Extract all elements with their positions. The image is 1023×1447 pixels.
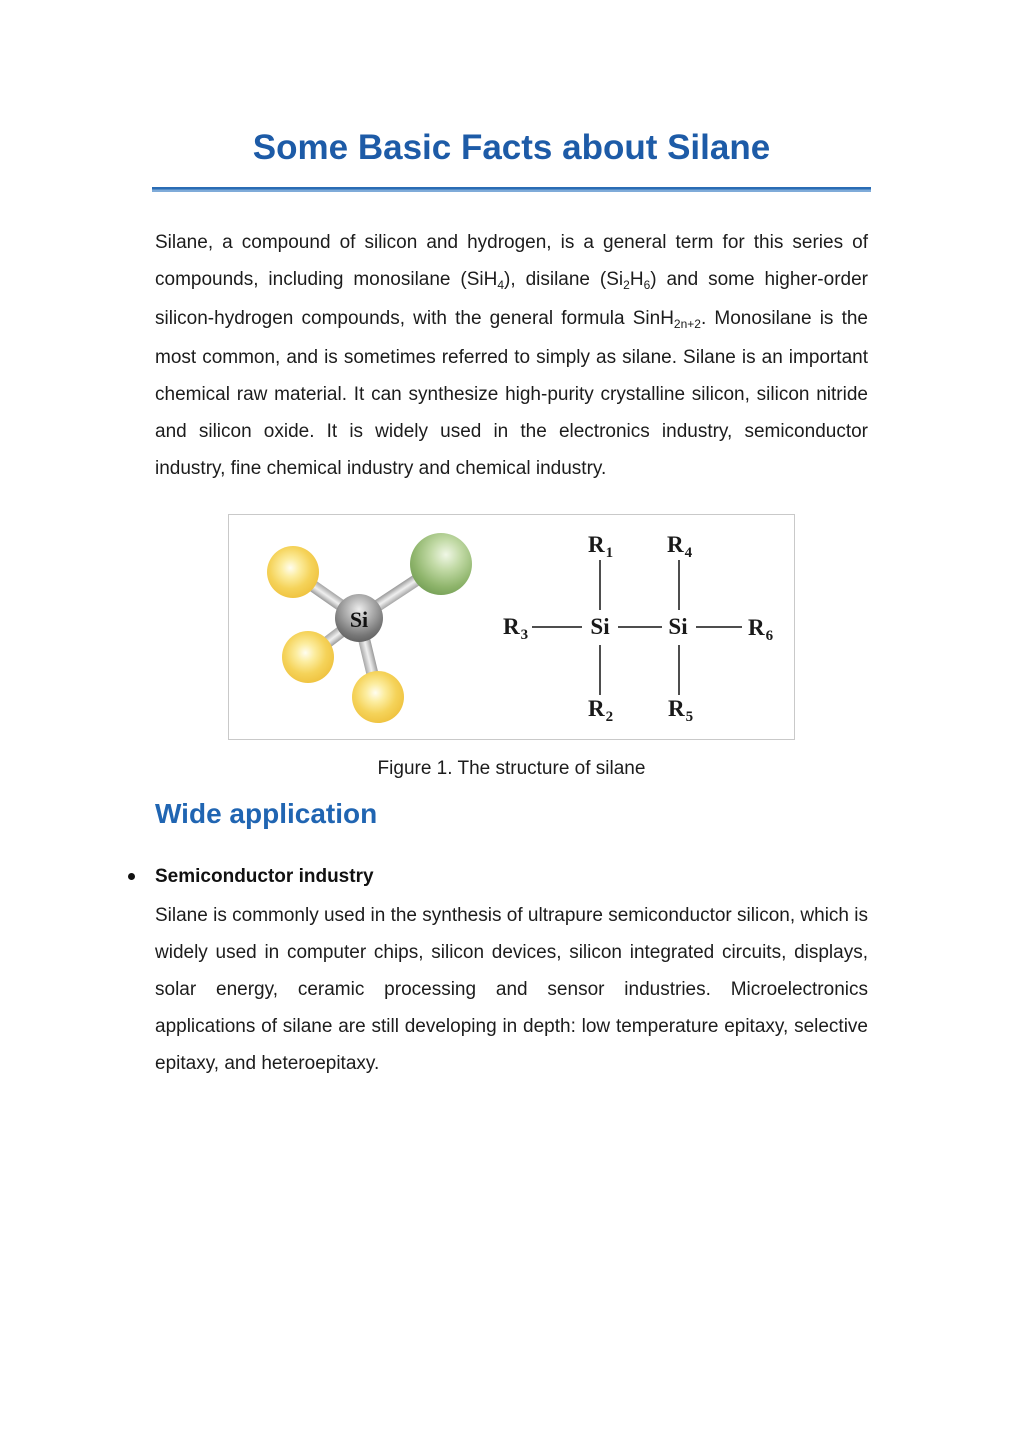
- hydrogen-atom-sphere: [267, 546, 319, 598]
- intro-paragraph: [155, 224, 868, 487]
- subscript-4: 4: [497, 278, 505, 292]
- r2-label: $R_2$: [587, 696, 614, 725]
- bullet-item-semiconductor-industry: [128, 866, 868, 888]
- silicon-atom-sphere: [335, 594, 383, 642]
- si-right-label: Si: [668, 614, 688, 639]
- intro-text-5: . Monosilane is the most common, and is sometimes referred to simply as silane. Silane is an important chemical raw material. It can synthesize high-purity crystalline silicon, silicon nitride and silicon oxide. It is widely used in the electronics industry, semiconductor industry, fine chemical industry and chemical industry.: [155, 308, 869, 479]
- figure-silane-structure: [228, 514, 795, 740]
- bond-line: [678, 560, 680, 610]
- bond-line: [599, 645, 601, 695]
- si-left-label: Si: [590, 614, 610, 639]
- subscript-2: 2: [623, 278, 630, 292]
- bullet-body-paragraph: Silane is commonly used in the synthesis of ultrapure semiconductor silicon, which is widely used in computer chips, silicon devices, silicon integrated circuits, displays, solar energy, ceramic processing and sensor industries. Microelectronics applications of silane are still developing in depth: low temperature epitaxy, selective epitaxy, and heteroepitaxy.: [155, 905, 868, 1074]
- intro-text-2: ), disilane (Si: [504, 269, 624, 290]
- substituent-atom-sphere: [410, 533, 472, 595]
- hydrogen-atom-sphere: [352, 671, 404, 723]
- page-title: Some Basic Facts about Silane: [252, 128, 771, 167]
- r5-label: $R_5$: [667, 696, 694, 725]
- r3-label: $R_3$: [502, 614, 529, 643]
- bond-line: [618, 626, 662, 628]
- r1-label: $R_1$: [587, 532, 614, 561]
- bond-line: [599, 560, 601, 610]
- bond-line: [678, 645, 680, 695]
- r6-label: $R_6$: [747, 615, 774, 644]
- bond-line: [696, 626, 742, 628]
- silicon-atom-label: Si: [349, 607, 369, 632]
- section-heading-wide-application: Wide application: [155, 798, 378, 829]
- intro-text-3: H: [629, 269, 644, 290]
- bond-line: [532, 626, 582, 628]
- figure-caption: Figure 1. The structure of silane: [377, 758, 646, 779]
- bullet-title: Semiconductor industry: [155, 866, 374, 887]
- r4-label: $R_4$: [666, 532, 693, 561]
- subscript-2n2: 2n+2: [673, 317, 701, 331]
- intro-text-1: Silane, a compound of silicon and hydrogen, is a general term for this series of compounds, including monosilane (SiH: [155, 232, 868, 290]
- hydrogen-atom-sphere: [282, 631, 334, 683]
- title-underline-rule: [152, 187, 871, 192]
- intro-text-4: ) and some higher-order silicon-hydrogen compounds, with the general formula SinH: [155, 269, 868, 329]
- subscript-6: 6: [643, 278, 651, 292]
- bullet-dot-icon: [128, 873, 135, 880]
